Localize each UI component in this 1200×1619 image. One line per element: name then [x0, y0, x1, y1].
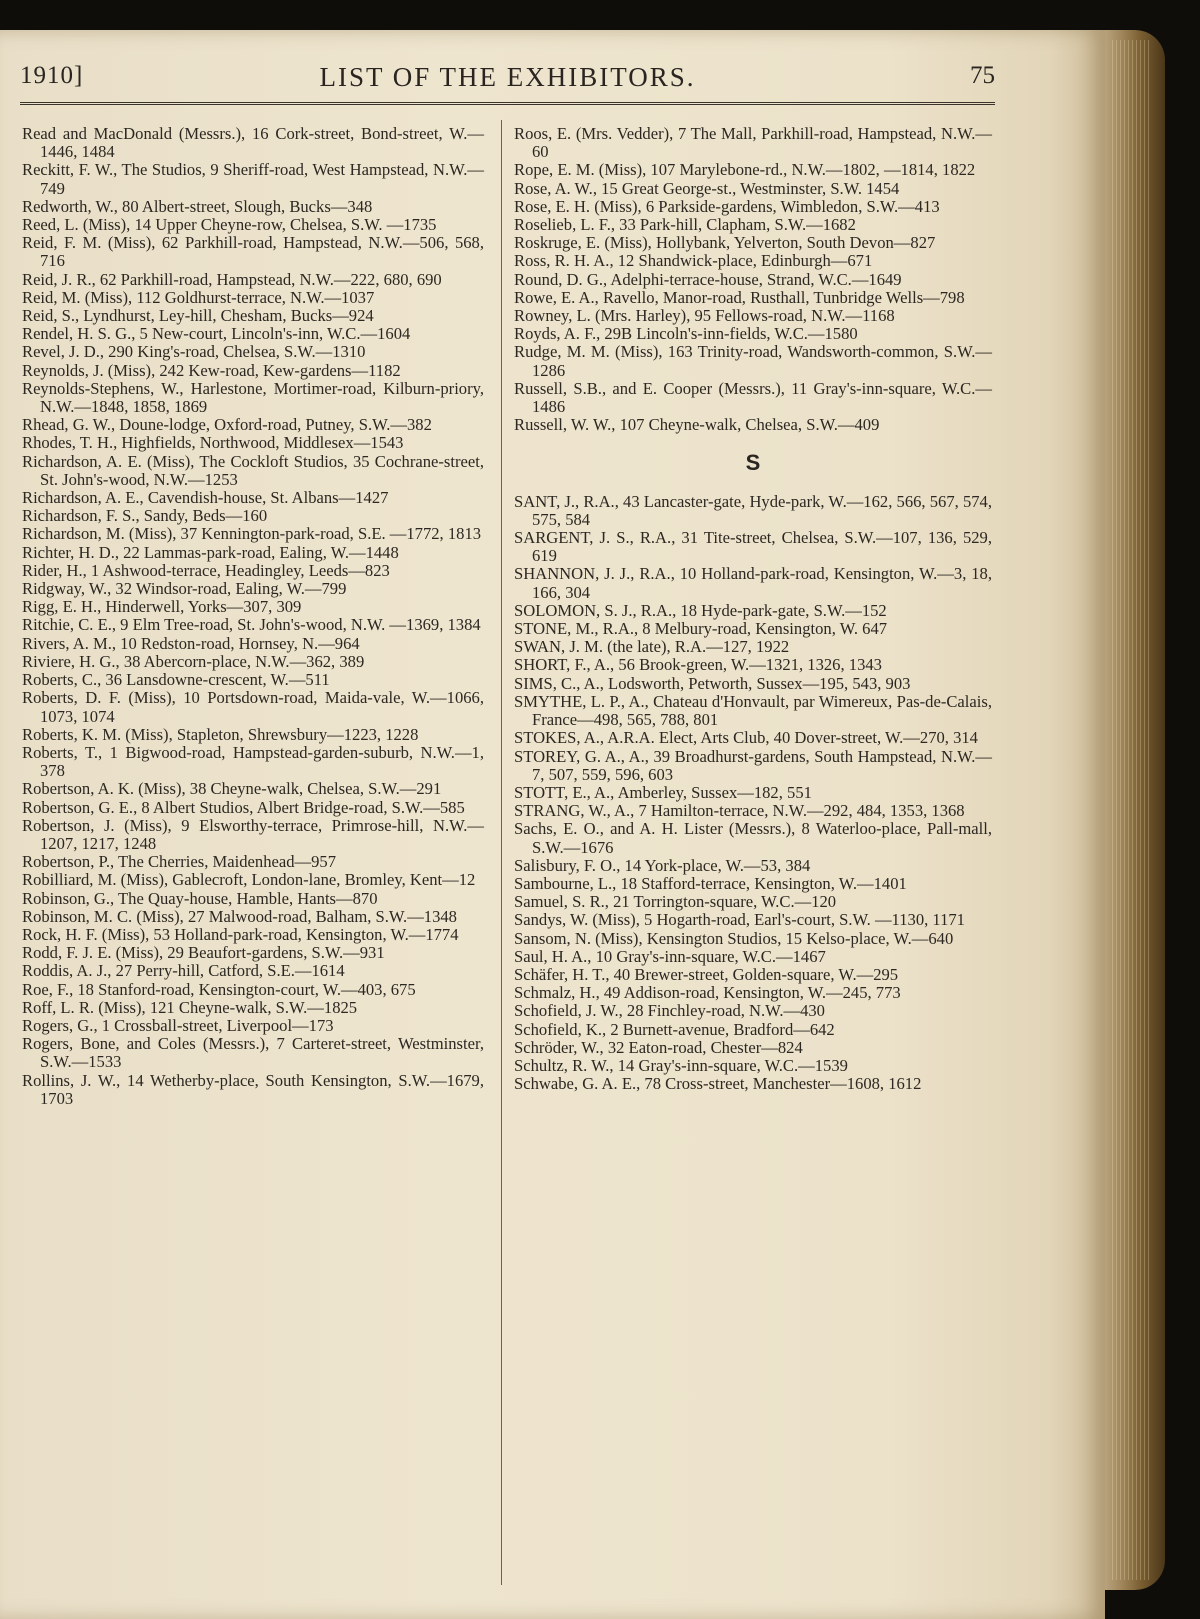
exhibitor-entry: Reid, M. (Miss), 112 Goldhurst-terrace, N.W.—1037 — [22, 287, 375, 307]
exhibitor-entry: Roberts, T., 1 Bigwood-road, Hampstead-garden-suburb, N.W.—1, 378 — [22, 742, 484, 781]
exhibitor-entry: STOREY, G. A., A., 39 Broadhurst-gardens, South Hampstead, N.W.—7, 507, 559, 596, 603 — [514, 746, 992, 784]
exhibitor-entry: Roberts, D. F. (Miss), 10 Portsdown-road, Maida-vale, W.—1066, 1073, 1074 — [22, 688, 484, 726]
exhibitor-entry: Ross, R. H. A., 12 Shandwick-place, Edinburgh—671 — [514, 251, 873, 271]
exhibitor-entry: SIMS, C., A., Lodsworth, Petworth, Sussex—195, 543, 903 — [514, 673, 911, 693]
exhibitor-entry: Robertson, J. (Miss), 9 Elsworthy-terrace, Primrose-hill, N.W.—1207, 1217, 1248 — [22, 815, 484, 853]
exhibitor-entry: Read and MacDonald (Messrs.), 16 Cork-street, Bond-street, W.—1446, 1484 — [22, 124, 484, 162]
exhibitor-entry: Robertson, A. K. (Miss), 38 Cheyne-walk, Chelsea, S.W.—291 — [22, 779, 442, 799]
exhibitor-entry: Richardson, M. (Miss), 37 Kennington-park-road, S.E. —1772, 1813 — [22, 524, 482, 544]
exhibitor-entry: Schröder, W., 32 Eaton-road, Chester—824 — [514, 1037, 803, 1057]
exhibitor-entry: Ritchie, C. E., 9 Elm Tree-road, St. John's-wood, N.W. —1369, 1384 — [22, 615, 481, 635]
exhibitor-entry: Richardson, F. S., Sandy, Beds—160 — [22, 506, 268, 526]
exhibitor-entry: Revel, J. D., 290 King's-road, Chelsea, S.W.—1310 — [22, 342, 366, 362]
exhibitor-entry: SOLOMON, S. J., R.A., 18 Hyde-park-gate, S.W.—152 — [514, 600, 887, 620]
exhibitor-entry: Reynolds, J. (Miss), 242 Kew-road, Kew-gardens—1182 — [22, 360, 401, 380]
exhibitor-entry: Reid, S., Lyndhurst, Ley-hill, Chesham, Bucks—924 — [22, 306, 374, 326]
exhibitor-entry: Schmalz, H., 49 Addison-road, Kensington, W.—245, 773 — [514, 983, 901, 1003]
exhibitor-entry: Richardson, A. E., Cavendish-house, St. Albans—1427 — [22, 488, 389, 508]
exhibitor-entry: Rudge, M. M. (Miss), 163 Trinity-road, Wandsworth-common, S.W.—1286 — [514, 342, 992, 380]
exhibitor-entry: Schultz, R. W., 14 Gray's-inn-square, W.C.—1539 — [514, 1055, 848, 1075]
right-column — [514, 125, 992, 1093]
exhibitor-entry: STOKES, A., A.R.A. Elect, Arts Club, 40 Dover-street, W.—270, 314 — [514, 728, 978, 748]
exhibitor-entry: Roos, E. (Mrs. Vedder), 7 The Mall, Parkhill-road, Hampstead, N.W.—60 — [514, 124, 992, 162]
exhibitor-entry: SWAN, J. M. (the late), R.A.—127, 1922 — [514, 637, 790, 657]
exhibitor-entry: Sandys, W. (Miss), 5 Hogarth-road, Earl's-court, S.W. —1130, 1171 — [514, 910, 965, 930]
exhibitor-entry: Schäfer, H. T., 40 Brewer-street, Golden-square, W.—295 — [514, 964, 899, 984]
exhibitor-entry: Sansom, N. (Miss), Kensington Studios, 15 Kelso-place, W.—640 — [514, 928, 954, 948]
exhibitor-entry: SMYTHE, L. P., A., Chateau d'Honvault, par Wimereux, Pas-de-Calais, France—498, 565, 788, 801 — [514, 691, 992, 730]
exhibitor-entry: Rowe, E. A., Ravello, Manor-road, Rusthall, Tunbridge Wells—798 — [514, 287, 965, 307]
exhibitor-entry: Roberts, C., 36 Lansdowne-crescent, W.—511 — [22, 670, 330, 690]
exhibitor-entry: Robertson, P., The Cherries, Maidenhead—957 — [22, 852, 337, 872]
exhibitor-entry: Schwabe, G. A. E., 78 Cross-street, Manchester—1608, 1612 — [514, 1074, 922, 1094]
left-column — [22, 125, 484, 1108]
exhibitor-entry: Salisbury, F. O., 14 York-place, W.—53, 384 — [514, 855, 811, 875]
exhibitor-entry: Redworth, W., 80 Albert-street, Slough, Bucks—348 — [22, 196, 373, 216]
exhibitor-entry: Russell, S.B., and E. Cooper (Messrs.), 11 Gray's-inn-square, W.C.—1486 — [514, 378, 992, 417]
exhibitor-entry: SARGENT, J. S., R.A., 31 Tite-street, Chelsea, S.W.—107, 136, 529, 619 — [514, 528, 992, 566]
exhibitor-entry: Reynolds-Stephens, W., Harlestone, Mortimer-road, Kilburn-priory, N.W.—1848, 1858, 1869 — [22, 378, 484, 417]
exhibitor-entry: Robilliard, M. (Miss), Gablecroft, London-lane, Bromley, Kent—12 — [22, 870, 476, 890]
exhibitor-entry: Samuel, S. R., 21 Torrington-square, W.C.—120 — [514, 892, 837, 912]
section-letter: S — [745, 450, 761, 476]
page-header — [20, 62, 995, 105]
exhibitor-entry: SANT, J., R.A., 43 Lancaster-gate, Hyde-park, W.—162, 566, 567, 574, 575, 584 — [514, 491, 992, 529]
exhibitor-entry: SHORT, F., A., 56 Brook-green, W.—1321, 1326, 1343 — [514, 655, 882, 675]
exhibitor-entry: STOTT, E., A., Amberley, Sussex—182, 551 — [514, 782, 812, 802]
exhibitor-entry: Riviere, H. G., 38 Abercorn-place, N.W.—362, 389 — [22, 651, 365, 671]
exhibitor-entry: Reid, J. R., 62 Parkhill-road, Hampstead, N.W.—222, 680, 690 — [22, 269, 442, 289]
exhibitor-entry: Schofield, K., 2 Burnett-avenue, Bradford—642 — [514, 1019, 835, 1039]
column-divider — [501, 120, 502, 1585]
exhibitor-entry: Rowney, L. (Mrs. Harley), 95 Fellows-road, N.W.—1168 — [514, 306, 895, 326]
exhibitor-entry: Royds, A. F., 29B Lincoln's-inn-fields, W.C.—1580 — [514, 324, 858, 344]
exhibitor-entry: Round, D. G., Adelphi-terrace-house, Strand, W.C.—1649 — [514, 269, 902, 289]
exhibitor-entry: Reed, L. (Miss), 14 Upper Cheyne-row, Chelsea, S.W. —1735 — [22, 215, 437, 235]
exhibitor-entry: Rollins, J. W., 14 Wetherby-place, South Kensington, S.W.—1679, 1703 — [22, 1070, 484, 1108]
header-year: 1910] — [20, 62, 84, 89]
page-number: 75 — [970, 62, 995, 89]
exhibitor-entry: Robertson, G. E., 8 Albert Studios, Albert Bridge-road, S.W.—585 — [22, 797, 465, 817]
exhibitor-entry: Roselieb, L. F., 33 Park-hill, Clapham, S.W.—1682 — [514, 215, 856, 235]
exhibitor-entry: Reckitt, F. W., The Studios, 9 Sheriff-road, West Hampstead, N.W.—749 — [22, 160, 484, 198]
exhibitor-entry: Robinson, M. C. (Miss), 27 Malwood-road, Balham, S.W.—1348 — [22, 906, 457, 926]
exhibitor-entry: Robinson, G., The Quay-house, Hamble, Hants—870 — [22, 888, 378, 908]
exhibitor-entry: Sambourne, L., 18 Stafford-terrace, Kensington, W.—1401 — [514, 873, 907, 893]
exhibitor-entry: Rhodes, T. H., Highfields, Northwood, Middlesex—1543 — [22, 433, 404, 453]
exhibitor-entry: SHANNON, J. J., R.A., 10 Holland-park-road, Kensington, W.—3, 18, 166, 304 — [514, 564, 992, 602]
exhibitor-entry: Rhead, G. W., Doune-lodge, Oxford-road, Putney, S.W.—382 — [22, 415, 432, 435]
exhibitor-entry: Roff, L. R. (Miss), 121 Cheyne-walk, S.W.—1825 — [22, 997, 358, 1017]
exhibitor-entry: Rope, E. M. (Miss), 107 Marylebone-rd., N.W.—1802, —1814, 1822 — [514, 160, 976, 180]
exhibitor-entry: Rigg, E. H., Hinderwell, Yorks—307, 309 — [22, 597, 302, 617]
exhibitor-entry: Sachs, E. O., and A. H. Lister (Messrs.), 8 Waterloo-place, Pall-mall, S.W.—1676 — [514, 819, 992, 857]
exhibitor-entry: Rendel, H. S. G., 5 New-court, Lincoln's-inn, W.C.—1604 — [22, 324, 411, 344]
exhibitor-entry: Richardson, A. E. (Miss), The Cockloft Studios, 35 Cochrane-street, St. John's-wood, N.W.—1253 — [22, 451, 484, 489]
exhibitor-entry: Reid, F. M. (Miss), 62 Parkhill-road, Hampstead, N.W.—506, 568, 716 — [22, 233, 484, 271]
exhibitor-entry: Schofield, J. W., 28 Finchley-road, N.W.—430 — [514, 1001, 825, 1021]
exhibitor-entry: STRANG, W., A., 7 Hamilton-terrace, N.W.—292, 484, 1353, 1368 — [514, 801, 965, 821]
exhibitor-entry: Roe, F., 18 Stanford-road, Kensington-court, W.—403, 675 — [22, 979, 416, 999]
page-edges — [1112, 40, 1150, 1580]
exhibitor-entry: Rock, H. F. (Miss), 53 Holland-park-road, Kensington, W.—1774 — [22, 924, 459, 944]
header-title: LIST OF THE EXHIBITORS. — [319, 62, 696, 92]
exhibitor-entry: Rodd, F. J. E. (Miss), 29 Beaufort-gardens, S.W.—931 — [22, 943, 385, 963]
exhibitor-entry: STONE, M., R.A., 8 Melbury-road, Kensington, W. 647 — [514, 619, 888, 639]
right-entries-r — [514, 125, 992, 434]
exhibitor-entry: Rogers, G., 1 Crossball-street, Liverpool—173 — [22, 1015, 334, 1035]
exhibitor-entry: Richter, H. D., 22 Lammas-park-road, Ealing, W.—1448 — [22, 542, 399, 562]
exhibitor-entry: Rose, E. H. (Miss), 6 Parkside-gardens, Wimbledon, S.W.—413 — [514, 196, 940, 216]
exhibitor-entry: Ridgway, W., 32 Windsor-road, Ealing, W.—799 — [22, 579, 347, 599]
exhibitor-entry: Saul, H. A., 10 Gray's-inn-square, W.C.—1467 — [514, 946, 826, 966]
exhibitor-entry: Roskruge, E. (Miss), Hollybank, Yelverton, South Devon—827 — [514, 233, 936, 253]
exhibitor-entry: Roberts, K. M. (Miss), Stapleton, Shrewsbury—1223, 1228 — [22, 724, 419, 744]
exhibitor-entry: Rose, A. W., 15 Great George-st., Westminster, S.W. 1454 — [514, 178, 900, 198]
right-entries-s — [514, 493, 992, 1094]
exhibitor-entry: Russell, W. W., 107 Cheyne-walk, Chelsea, S.W.—409 — [514, 415, 880, 435]
exhibitor-entry: Rogers, Bone, and Coles (Messrs.), 7 Carteret-street, Westminster, S.W.—1533 — [22, 1034, 484, 1072]
exhibitor-entry: Roddis, A. J., 27 Perry-hill, Catford, S.E.—1614 — [22, 961, 345, 981]
exhibitor-entry: Rider, H., 1 Ashwood-terrace, Headingley, Leeds—823 — [22, 560, 390, 580]
exhibitor-entry: Rivers, A. M., 10 Redston-road, Hornsey, N.—964 — [22, 633, 360, 653]
